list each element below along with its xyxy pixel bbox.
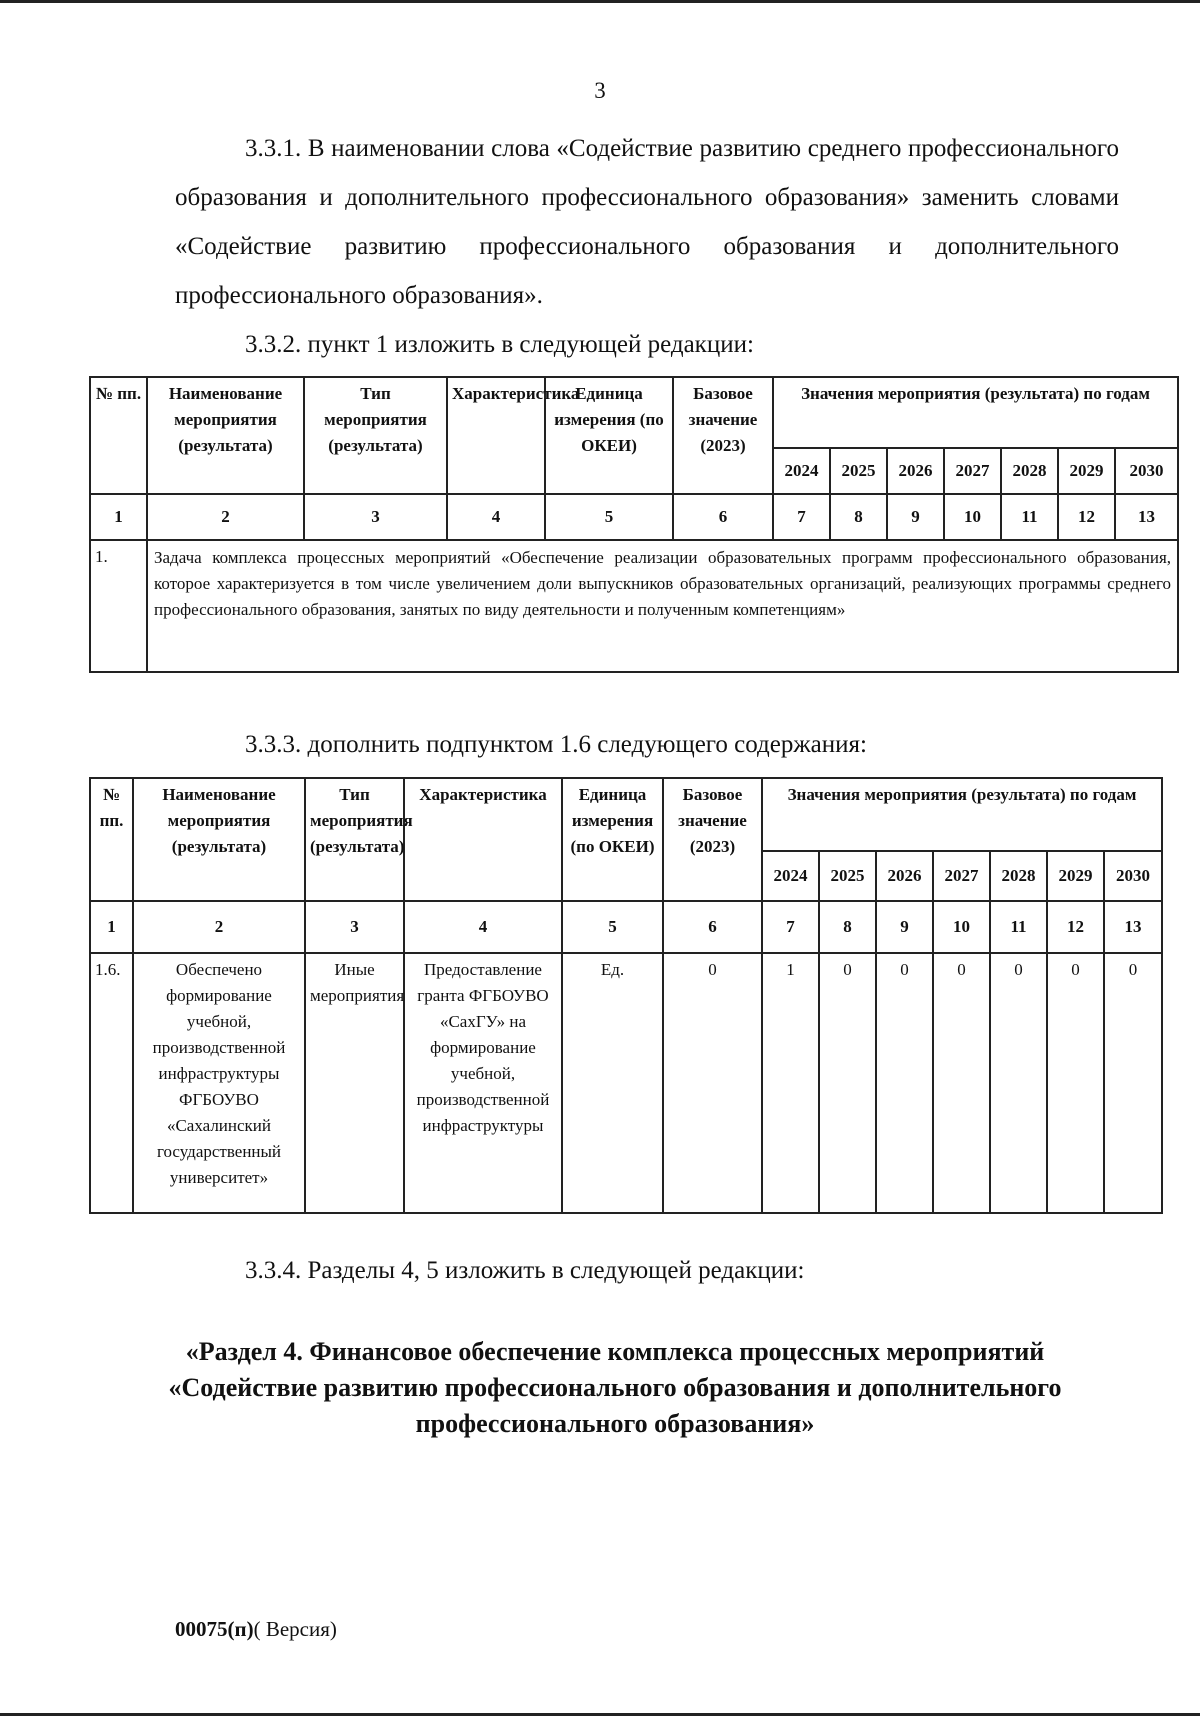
top-border xyxy=(0,0,1200,3)
column-number: 13 xyxy=(1115,494,1178,540)
column-number: 3 xyxy=(305,901,404,953)
page-number: 3 xyxy=(594,78,606,103)
year-cell: 2028 xyxy=(1001,448,1058,494)
header-base-value: Базовое значение (2023) xyxy=(673,377,773,494)
column-number: 9 xyxy=(887,494,944,540)
header-base-value: Базовое значение (2023) xyxy=(663,778,762,901)
year-cell: 2030 xyxy=(1104,851,1162,901)
column-number: 2 xyxy=(133,901,305,953)
column-number: 5 xyxy=(562,901,663,953)
column-number: 4 xyxy=(404,901,562,953)
document-code xyxy=(175,1617,337,1642)
column-number: 7 xyxy=(762,901,819,953)
row-value-2030: 0 xyxy=(1104,953,1162,1213)
year-cell: 2029 xyxy=(1058,448,1115,494)
header-characteristic: Характеристика xyxy=(447,377,545,494)
column-number: 7 xyxy=(773,494,830,540)
year-cell: 2024 xyxy=(773,448,830,494)
paragraph-3-3-4: 3.3.4. Разделы 4, 5 изложить в следующей редакции: xyxy=(245,1257,805,1284)
column-number: 1 xyxy=(90,901,133,953)
row-value-2025: 0 xyxy=(819,953,876,1213)
column-number: 2 xyxy=(147,494,304,540)
document-version: ( Версия) xyxy=(253,1617,337,1641)
column-number: 4 xyxy=(447,494,545,540)
column-number: 3 xyxy=(304,494,447,540)
row-name: Обеспечено формирование учебной, производственной инфраструктуры ФГБОУВО «Сахалинский государственный университет» xyxy=(133,953,305,1213)
header-values-by-year: Значения мероприятия (результата) по годам xyxy=(773,377,1178,448)
table-subpoint-1-6 xyxy=(89,777,1163,1214)
header-name: Наименование мероприятия (результата) xyxy=(133,778,305,901)
row-value-2027: 0 xyxy=(933,953,990,1213)
row-value-2026: 0 xyxy=(876,953,933,1213)
header-num: № пп. xyxy=(90,778,133,901)
column-number: 9 xyxy=(876,901,933,953)
table-point-1 xyxy=(89,376,1179,673)
year-cell: 2030 xyxy=(1115,448,1178,494)
row-base-value: 0 xyxy=(663,953,762,1213)
header-unit: Единица измерения (по ОКЕИ) xyxy=(562,778,663,901)
task-description: Задача комплекса процессных мероприятий «Обеспечение реализации образовательных программ профессионального образования, которое характеризуется в том числе увеличением доли выпускников образовательных организаций, реализующих программы среднего профессионального образования, занятых по виду деятельности и полученным компетенциям» xyxy=(147,540,1178,672)
year-cell: 2026 xyxy=(887,448,944,494)
column-number: 8 xyxy=(830,494,887,540)
column-number: 10 xyxy=(933,901,990,953)
column-number: 12 xyxy=(1058,494,1115,540)
year-cell: 2025 xyxy=(830,448,887,494)
year-cell: 2027 xyxy=(933,851,990,901)
year-cell: 2028 xyxy=(990,851,1047,901)
section-4-title: «Раздел 4. Финансовое обеспечение комплекса процессных мероприятий «Содействие развитию профессионального образования и дополнительного профессионального образования» xyxy=(168,1337,1062,1438)
column-number: 5 xyxy=(545,494,673,540)
header-characteristic: Характеристика xyxy=(404,778,562,901)
row-value-2024: 1 xyxy=(762,953,819,1213)
document-code-number: 00075(п) xyxy=(175,1617,254,1641)
year-cell: 2025 xyxy=(819,851,876,901)
column-number: 11 xyxy=(990,901,1047,953)
column-number: 6 xyxy=(673,494,773,540)
row-value-2029: 0 xyxy=(1047,953,1104,1213)
row-number: 1.6. xyxy=(90,953,133,1213)
header-type: Тип мероприятия (результата) xyxy=(304,377,447,494)
column-number: 1 xyxy=(90,494,147,540)
header-unit: Единица измерения (по ОКЕИ) xyxy=(545,377,673,494)
paragraph-3-3-1: 3.3.1. В наименовании слова «Содействие развитию среднего профессионального образования и дополнительного профессионального образования» заменить словами «Содействие развитию профессионального образования и дополнительного профессионального образования». xyxy=(175,135,1119,309)
column-number: 11 xyxy=(1001,494,1058,540)
row-type: Иные мероприятия xyxy=(305,953,404,1213)
year-cell: 2029 xyxy=(1047,851,1104,901)
year-cell: 2026 xyxy=(876,851,933,901)
header-type: Тип мероприятия (результата) xyxy=(305,778,404,901)
column-number: 10 xyxy=(944,494,1001,540)
header-name: Наименование мероприятия (результата) xyxy=(147,377,304,494)
row-characteristic: Предоставление гранта ФГБОУВО «СахГУ» на формирование учебной, производственной инфраструктуры xyxy=(404,953,562,1213)
column-number: 12 xyxy=(1047,901,1104,953)
column-number: 8 xyxy=(819,901,876,953)
header-values-by-year: Значения мероприятия (результата) по годам xyxy=(762,778,1162,851)
paragraph-3-3-2: 3.3.2. пункт 1 изложить в следующей редакции: xyxy=(245,331,754,358)
row-value-2028: 0 xyxy=(990,953,1047,1213)
year-cell: 2024 xyxy=(762,851,819,901)
task-row-number: 1. xyxy=(90,540,147,672)
header-num: № пп. xyxy=(90,377,147,494)
column-number: 6 xyxy=(663,901,762,953)
column-number: 13 xyxy=(1104,901,1162,953)
paragraph-3-3-3: 3.3.3. дополнить подпунктом 1.6 следующего содержания: xyxy=(245,731,867,758)
row-unit: Ед. xyxy=(562,953,663,1213)
year-cell: 2027 xyxy=(944,448,1001,494)
